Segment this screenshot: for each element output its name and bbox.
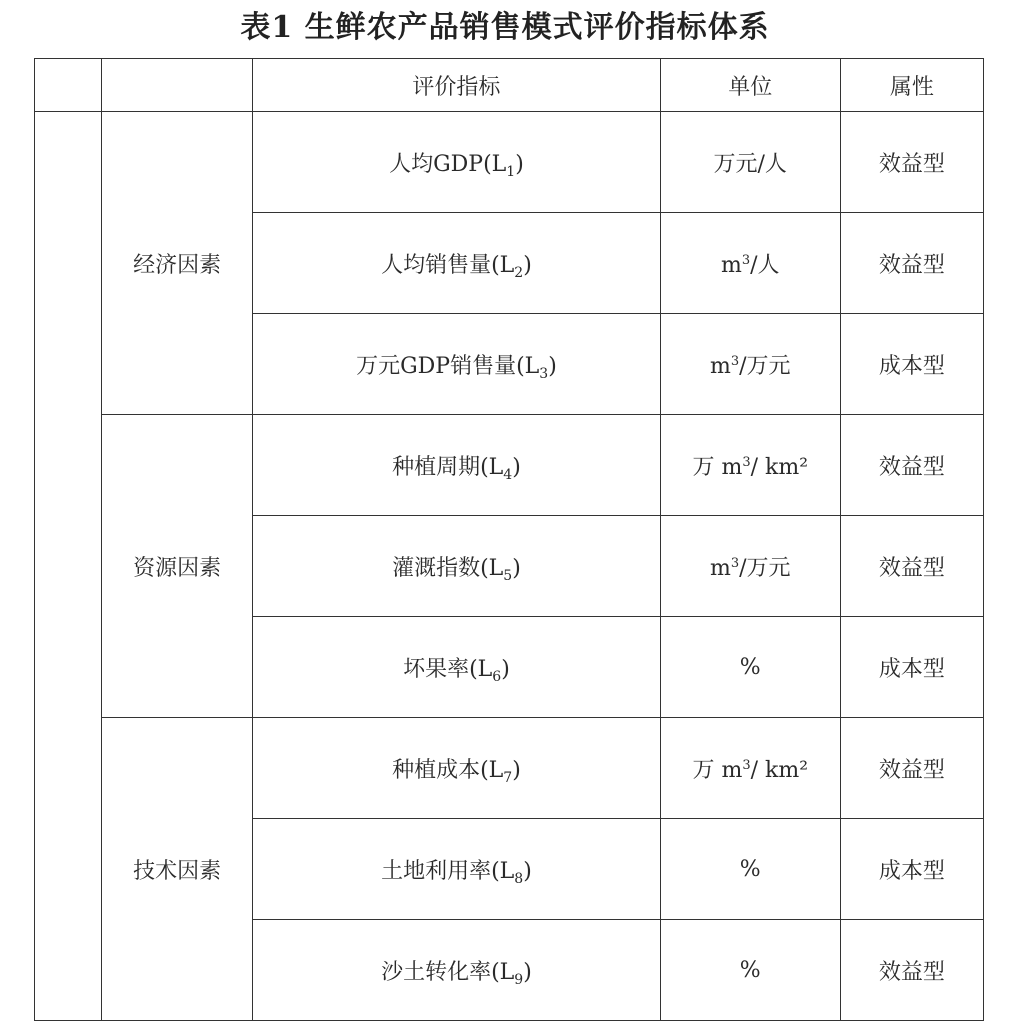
unit-cell — [660, 314, 840, 415]
table-row — [35, 415, 984, 516]
indicator-subscript: 7 — [503, 769, 513, 786]
header-cell-attribute: 属性 — [840, 59, 983, 112]
indicator-name: 人均销售量(L — [381, 252, 515, 278]
indicator-subscript: 2 — [514, 264, 524, 281]
unit-cell — [660, 617, 840, 718]
indicator-subscript: 4 — [503, 466, 513, 483]
category-cell: 技术因素 — [102, 718, 253, 1021]
indicator-table — [34, 58, 984, 1021]
attribute-cell: 效益型 — [840, 112, 983, 213]
indicator-close-paren: ) — [512, 555, 521, 581]
indicator-name: 沙土转化率(L — [381, 959, 515, 985]
table-title: 表1 生鲜农产品销售模式评价指标体系 — [240, 10, 770, 45]
attribute-cell: 成本型 — [840, 617, 983, 718]
blank-span-cell — [35, 112, 102, 1021]
indicator-name: 人均GDP(L — [389, 151, 507, 177]
indicator-name: 灌溉指数(L — [392, 555, 504, 581]
indicator-close-paren: ) — [512, 757, 521, 783]
unit-superscript: 3 — [730, 555, 740, 571]
indicator-cell — [253, 314, 660, 415]
unit-cell — [660, 920, 840, 1021]
unit-cell — [660, 516, 840, 617]
unit-cell — [660, 819, 840, 920]
unit-suffix: /万元 — [739, 353, 791, 379]
header-cell-unit: 单位 — [660, 59, 840, 112]
unit-superscript: 3 — [742, 757, 751, 773]
unit-text: % — [739, 957, 761, 983]
indicator-close-paren: ) — [548, 353, 557, 379]
indicator-close-paren: ) — [523, 252, 532, 278]
attribute-cell: 成本型 — [840, 819, 983, 920]
indicator-cell — [253, 415, 660, 516]
unit-superscript: 3 — [741, 252, 751, 268]
header-cell-blank-0 — [35, 59, 102, 112]
indicator-subscript: 1 — [506, 163, 516, 180]
unit-suffix: / km² — [750, 757, 809, 783]
indicator-cell — [253, 718, 660, 819]
attribute-cell: 成本型 — [840, 314, 983, 415]
attribute-cell: 效益型 — [840, 516, 983, 617]
indicator-cell — [253, 617, 660, 718]
category-cell: 经济因素 — [102, 112, 253, 415]
attribute-cell: 效益型 — [840, 718, 983, 819]
indicator-subscript: 9 — [514, 971, 524, 988]
unit-superscript: 3 — [742, 454, 751, 470]
indicator-subscript: 5 — [503, 567, 513, 584]
attribute-cell: 效益型 — [840, 213, 983, 314]
indicator-close-paren: ) — [523, 858, 532, 884]
table-row — [35, 112, 984, 213]
unit-text: % — [739, 856, 761, 882]
indicator-close-paren: ) — [501, 656, 510, 682]
header-cell-indicator: 评价指标 — [253, 59, 660, 112]
indicator-name: 万元GDP销售量(L — [356, 353, 540, 379]
indicator-close-paren: ) — [512, 454, 521, 480]
indicator-name: 坏果率(L — [403, 656, 493, 682]
unit-cell — [660, 213, 840, 314]
unit-text: 万元/人 — [713, 151, 787, 177]
unit-suffix: /万元 — [739, 555, 791, 581]
header-cell-blank-1 — [102, 59, 253, 112]
unit-superscript: 3 — [730, 353, 740, 369]
unit-text: 万 m — [692, 454, 743, 480]
unit-suffix: /人 — [750, 252, 780, 278]
indicator-subscript: 3 — [539, 365, 549, 382]
indicator-close-paren: ) — [523, 959, 532, 985]
attribute-cell: 效益型 — [840, 920, 983, 1021]
indicator-cell — [253, 516, 660, 617]
unit-cell — [660, 112, 840, 213]
unit-cell — [660, 718, 840, 819]
unit-text: % — [739, 654, 761, 680]
unit-text: m — [720, 252, 742, 278]
attribute-cell: 效益型 — [840, 415, 983, 516]
indicator-subscript: 8 — [514, 870, 524, 887]
indicator-cell — [253, 213, 660, 314]
indicator-close-paren: ) — [515, 151, 524, 177]
indicator-cell — [253, 819, 660, 920]
header-row — [35, 59, 984, 112]
unit-suffix: / km² — [750, 454, 809, 480]
category-cell: 资源因素 — [102, 415, 253, 718]
indicator-name: 种植成本(L — [392, 757, 504, 783]
table-row — [35, 718, 984, 819]
unit-cell — [660, 415, 840, 516]
unit-text: m — [709, 555, 731, 581]
unit-text: 万 m — [692, 757, 743, 783]
unit-text: m — [709, 353, 731, 379]
indicator-cell — [253, 920, 660, 1021]
indicator-cell — [253, 112, 660, 213]
indicator-subscript: 6 — [492, 668, 502, 685]
indicator-name: 种植周期(L — [392, 454, 504, 480]
indicator-name: 土地利用率(L — [381, 858, 515, 884]
